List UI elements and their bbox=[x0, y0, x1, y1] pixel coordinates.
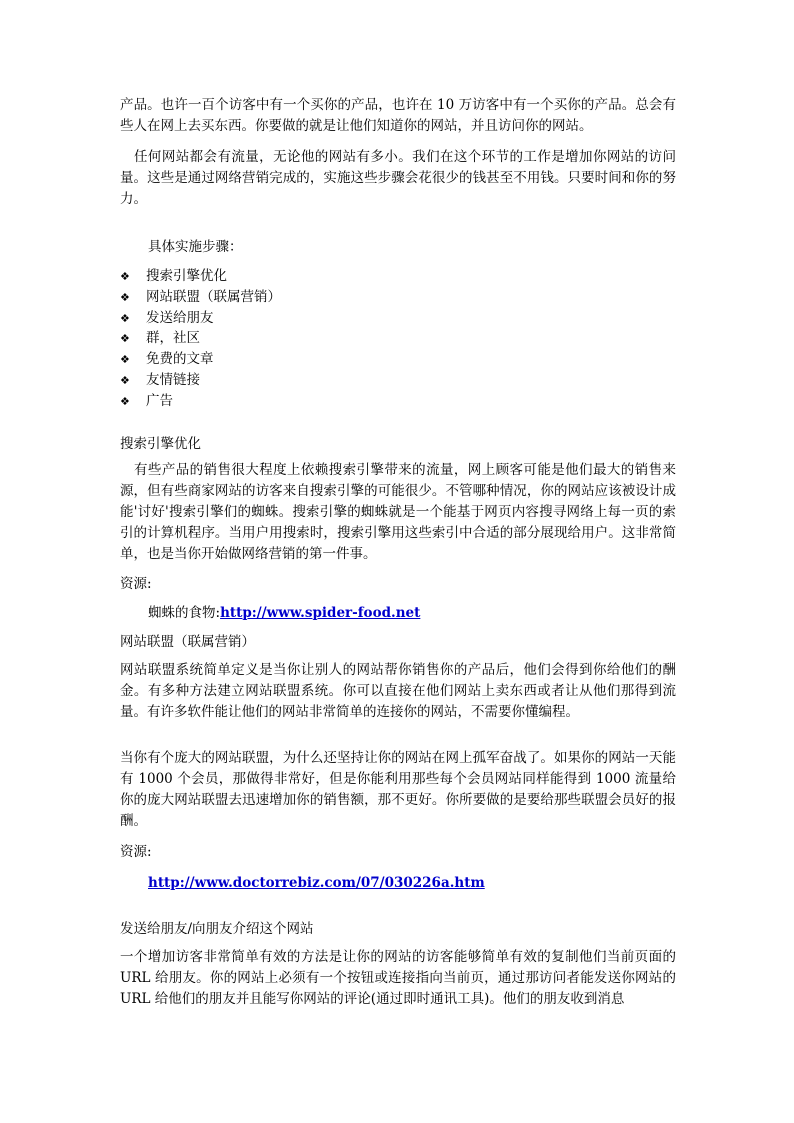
resource-label: 资源: bbox=[120, 576, 152, 592]
list-item bbox=[120, 328, 281, 349]
section-title-seo: 搜索引擎优化 bbox=[120, 436, 201, 452]
step-label: 群，社区 bbox=[146, 330, 200, 347]
list-item bbox=[120, 370, 281, 391]
diamond-bullet-icon: ❖ bbox=[120, 394, 130, 408]
section-title-affiliate: 网站联盟（联属营销） bbox=[120, 634, 255, 650]
diamond-bullet-icon: ❖ bbox=[120, 332, 130, 346]
doctorrebiz-link-line bbox=[148, 873, 485, 894]
list-item bbox=[120, 349, 281, 370]
step-label: 搜索引擎优化 bbox=[146, 268, 227, 284]
list-item bbox=[120, 287, 281, 308]
step-label: 发送给朋友 bbox=[146, 309, 214, 326]
spider-food-label: 蜘蛛的食物: bbox=[148, 605, 221, 621]
diamond-bullet-icon: ❖ bbox=[120, 373, 130, 387]
section-title-send-to-friend: 发送给朋友/向朋友介绍这个网站 bbox=[120, 921, 314, 937]
paragraph-affiliate-2: 当你有个庞大的网站联盟，为什么还坚持让你的网站在网上孤军奋战了。如果你的网站一天能有 1000 个会员，那做得非常好，但是你能利用那些每个会员网站同样能得到 1000 流量给你的庞大网站联盟去迅速增加你的销售额，那不更好。你所要做的是要给那些联盟会员好的报酬。 bbox=[120, 750, 676, 829]
paragraph-intro: 产品。也许一百个访客中有一个买你的产品，也许在 10 万访客中有一个买你的产品。总会有些人在网上去买东西。你要做的就是让他们知道你的网站，并且访问你的网站。 bbox=[120, 97, 676, 134]
paragraph-send-to-friend: 一个增加访客非常简单有效的方法是让你的网站的访客能够简单有效的复制他们当前页面的 URL 给朋友。你的网站上必须有一个按钮或连接指向当前页，通过那访问者能发送你网站的 URL 给他们的朋友并且能写你网站的评论(通过即时通讯工具)。他们的朋友收到消息 bbox=[120, 949, 676, 1007]
step-label: 网站联盟（联属营销） bbox=[146, 288, 281, 305]
paragraph-traffic: 任何网站都会有流量，无论他的网站有多小。我们在这个环节的工作是增加你网站的访问量。这些是通过网络营销完成的，实施这些步骤会花很少的钱甚至不用钱。只要时间和你的努力。 bbox=[120, 149, 676, 207]
paragraph-seo: 有些产品的销售很大程度上依赖搜索引擎带来的流量，网上顾客可能是他们最大的销售来源，但有些商家网站的访客来自搜索引擎的可能很少。不管哪种情况，你的网站应该被设计成能'讨好'搜索引擎们的蜘蛛。搜索引擎的蜘蛛就是一个能基于网页内容搜寻网络上每一页的索引的计算机程序。当用户用搜索时，搜索引擎用这些索引中合适的部分展现给用户。这非常简单，也是当你开始做网络营销的第一件事。 bbox=[120, 462, 676, 562]
doctorrebiz-link[interactable]: http://www.doctorrebiz.com/07/030226a.htm bbox=[148, 875, 485, 891]
diamond-bullet-icon: ❖ bbox=[120, 311, 130, 325]
list-item bbox=[120, 391, 281, 412]
diamond-bullet-icon: ❖ bbox=[120, 270, 130, 283]
step-label: 广告 bbox=[146, 392, 173, 409]
steps-heading: 具体实施步骤： bbox=[148, 239, 243, 255]
resource-label: 资源: bbox=[120, 844, 152, 860]
steps-list bbox=[120, 266, 281, 412]
list-item bbox=[120, 266, 281, 287]
step-label: 友情链接 bbox=[146, 371, 200, 388]
diamond-bullet-icon: ❖ bbox=[120, 290, 130, 304]
step-label: 免费的文章 bbox=[146, 351, 214, 368]
spider-food-link[interactable]: http://www.spider-food.net bbox=[220, 605, 421, 621]
diamond-bullet-icon: ❖ bbox=[120, 353, 130, 367]
paragraph-affiliate: 网站联盟系统简单定义是当你让别人的网站帮你销售你的产品后，他们会得到你给他们的酬金。有多种方法建立网站联盟系统。你可以直接在他们网站上卖东西或者让从他们那得到流量。有许多软件能让他们的网站非常简单的连接你的网站，不需要你懂编程。 bbox=[120, 662, 676, 720]
list-item bbox=[120, 308, 281, 329]
spider-food-line bbox=[148, 603, 420, 624]
